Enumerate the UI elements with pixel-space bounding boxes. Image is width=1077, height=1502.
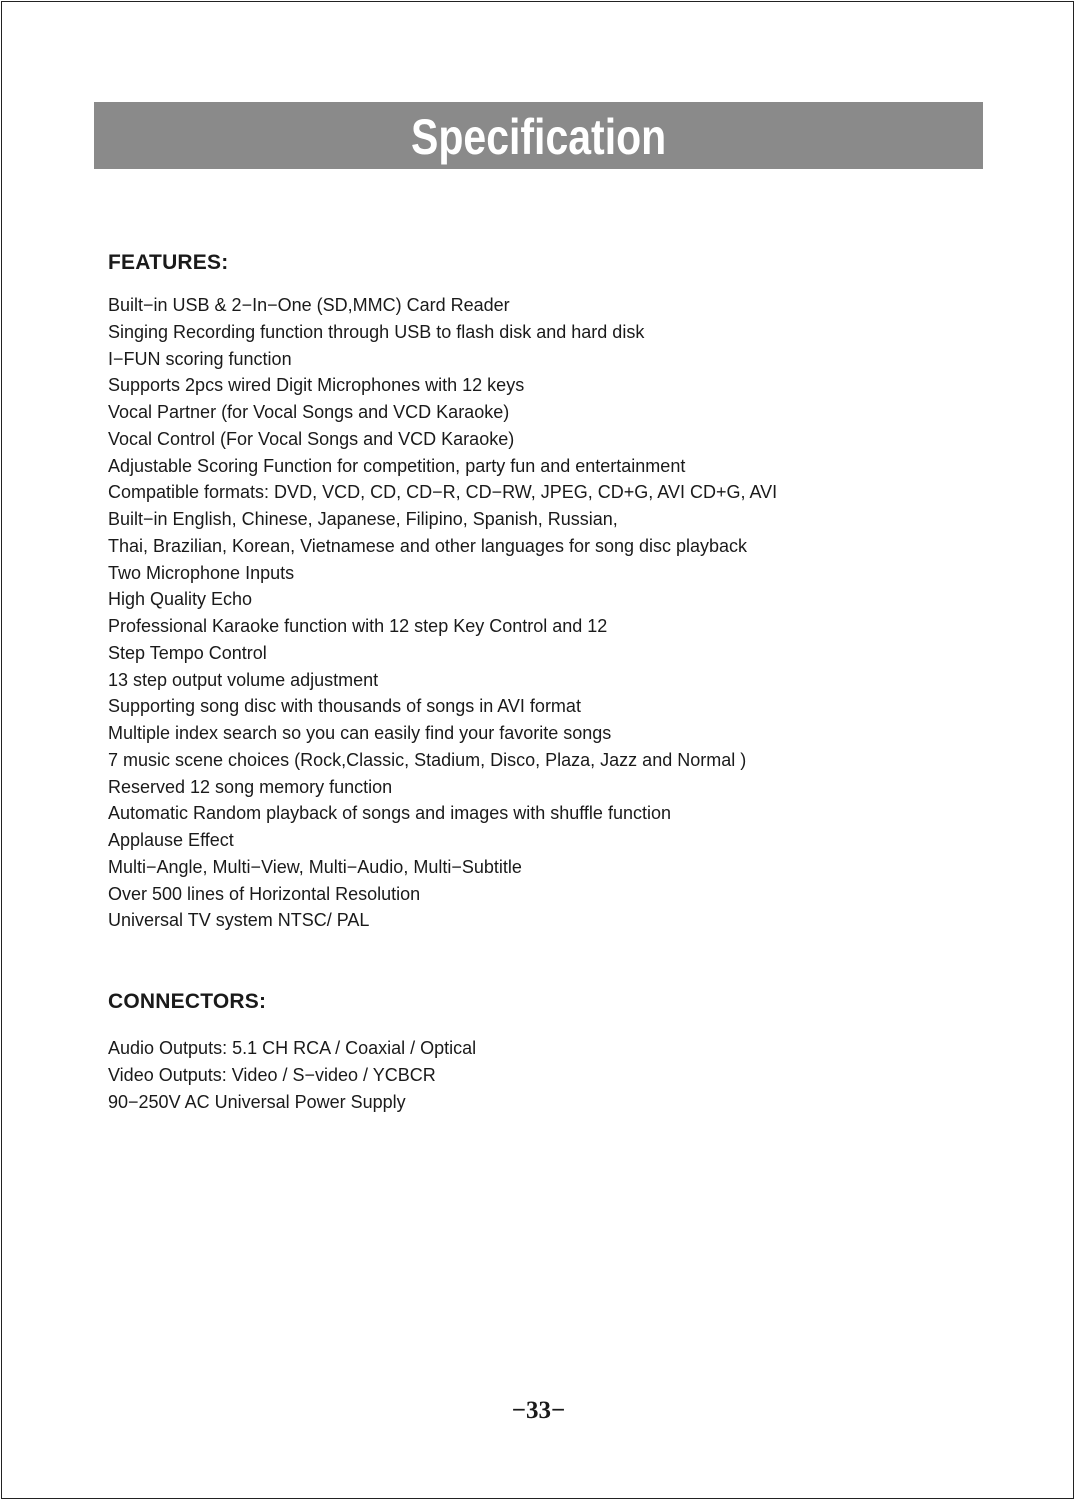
feature-item: Automatic Random playback of songs and images with shuffle function bbox=[108, 803, 671, 824]
features-heading: FEATURES: bbox=[108, 251, 229, 274]
feature-item: Vocal Partner (for Vocal Songs and VCD Karaoke) bbox=[108, 402, 510, 422]
feature-item: Applause Effect bbox=[108, 830, 234, 850]
feature-item: 13 step output volume adjustment bbox=[108, 669, 379, 690]
feature-item: Compatible formats: DVD, VCD, CD, CD−R, CD−RW, JPEG, CD+G, AVI CD+G, AVI bbox=[108, 482, 778, 503]
feature-item: Built−in USB & 2−In−One (SD,MMC) Card Reader bbox=[108, 295, 510, 315]
feature-item: Vocal Control (For Vocal Songs and VCD Karaoke) bbox=[108, 428, 515, 449]
feature-item: High Quality Echo bbox=[108, 589, 253, 610]
page-title: Specification bbox=[410, 108, 667, 165]
feature-item: Thai, Brazilian, Korean, Vietnamese and other languages for song disc playback bbox=[108, 535, 748, 556]
feature-item: Built−in English, Chinese, Japanese, Filipino, Spanish, Russian, bbox=[108, 509, 618, 529]
connector-item: 90−250V AC Universal Power Supply bbox=[108, 1091, 406, 1112]
feature-item: Singing Recording function through USB to flash disk and hard disk bbox=[108, 321, 645, 342]
connector-item: Audio Outputs: 5.1 CH RCA / Coaxial / Optical bbox=[108, 1038, 477, 1058]
connectors-heading: CONNECTORS: bbox=[108, 990, 267, 1013]
feature-item: Supports 2pcs wired Digit Microphones with 12 keys bbox=[108, 375, 525, 396]
connector-item: Video Outputs: Video / S−video / YCBCR bbox=[108, 1064, 436, 1085]
feature-item: Two Microphone Inputs bbox=[108, 562, 295, 583]
feature-item: Step Tempo Control bbox=[108, 642, 267, 663]
feature-item: Professional Karaoke function with 12 step Key Control and 12 bbox=[108, 616, 608, 636]
feature-item: Supporting song disc with thousands of songs in AVI format bbox=[108, 696, 581, 717]
feature-item: Over 500 lines of Horizontal Resolution bbox=[108, 883, 421, 904]
feature-item: 7 music scene choices (Rock,Classic, Stadium, Disco, Plaza, Jazz and Normal ) bbox=[108, 749, 747, 770]
title-banner bbox=[94, 102, 983, 169]
page-number: −33− bbox=[511, 1397, 566, 1424]
feature-item: Multi−Angle, Multi−View, Multi−Audio, Multi−Subtitle bbox=[108, 856, 522, 877]
feature-item: I−FUN scoring function bbox=[108, 348, 292, 369]
feature-item: Adjustable Scoring Function for competition, party fun and entertainment bbox=[108, 455, 686, 476]
feature-item: Reserved 12 song memory function bbox=[108, 776, 393, 797]
connectors-list bbox=[108, 1035, 476, 1115]
features-list bbox=[108, 292, 777, 934]
feature-item: Universal TV system NTSC/ PAL bbox=[108, 910, 370, 931]
feature-item: Multiple index search so you can easily find your favorite songs bbox=[108, 723, 612, 743]
